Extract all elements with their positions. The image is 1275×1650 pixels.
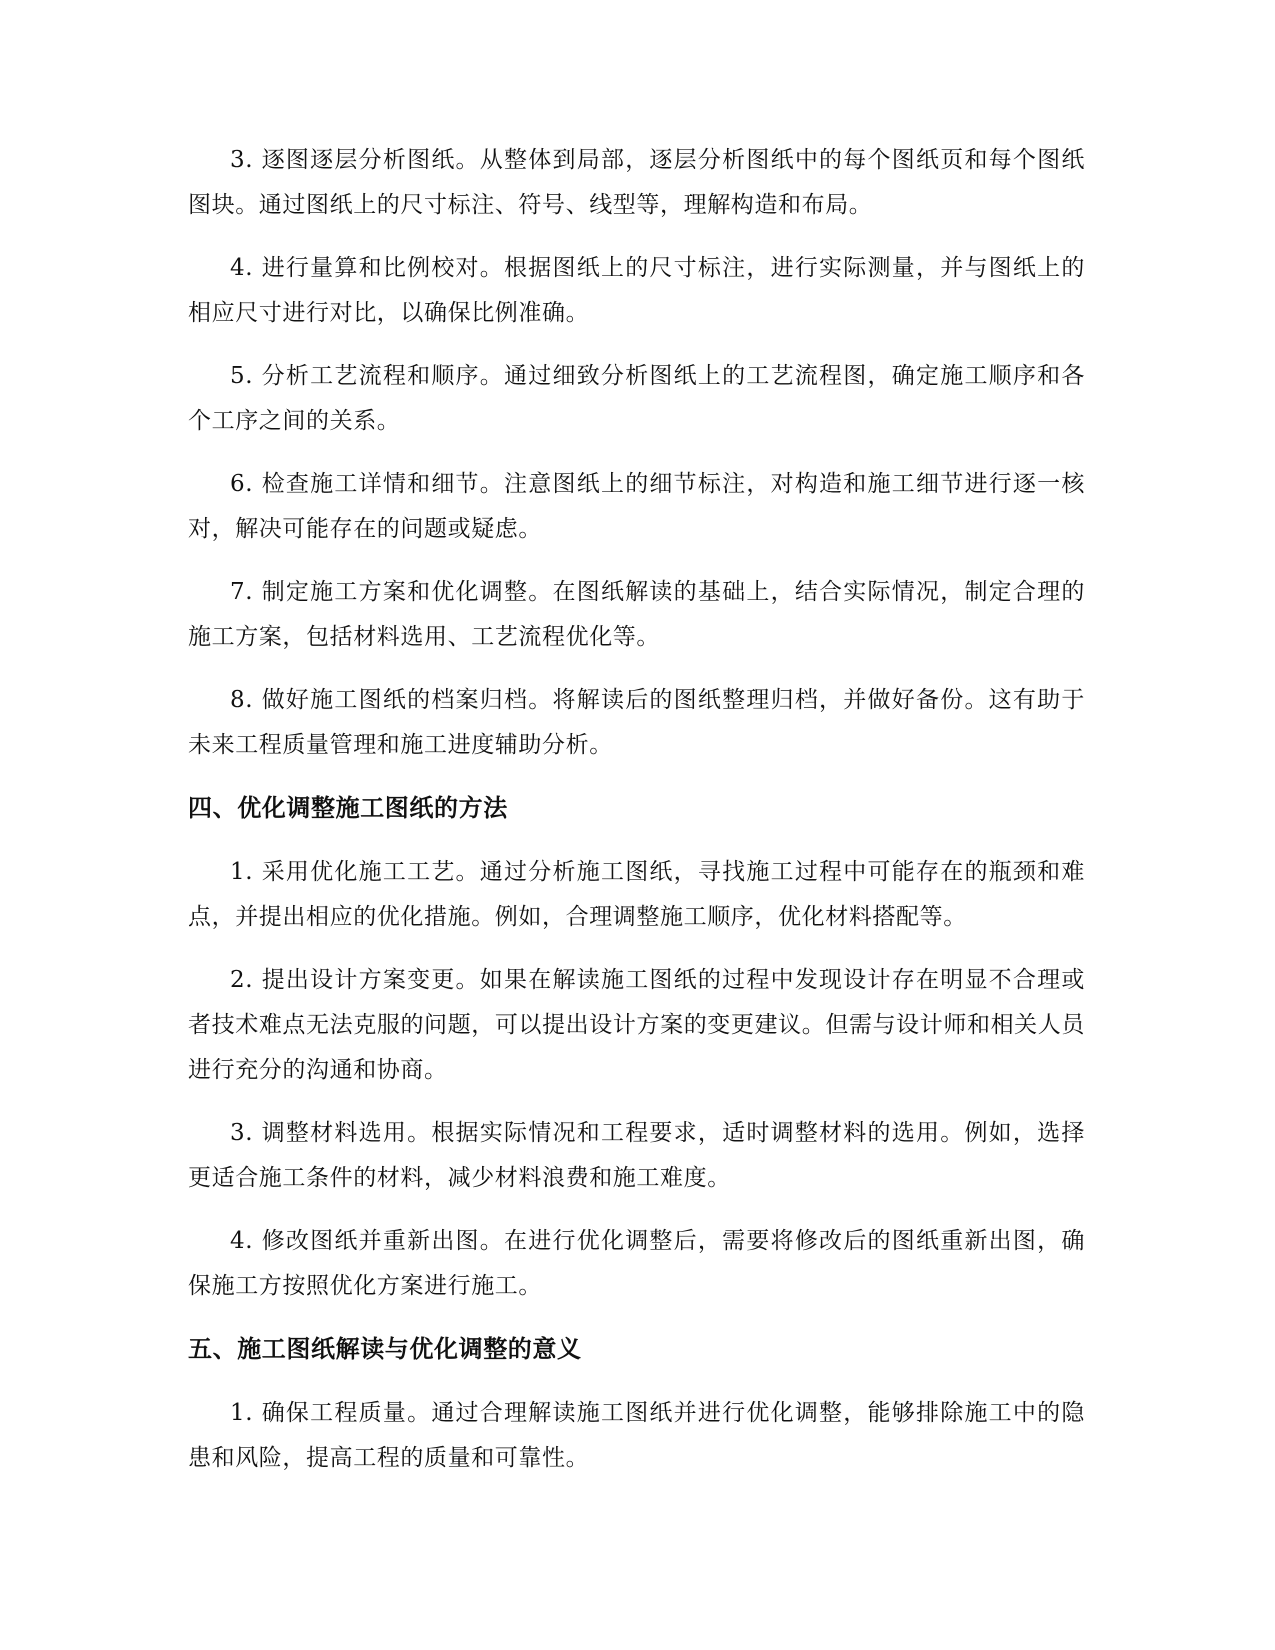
section4-item-4: 4. 修改图纸并重新出图。在进行优化调整后，需要将修改后的图纸重新出图，确保施工方按照优化方案进行施工。 xyxy=(188,1228,1085,1299)
document-page xyxy=(188,138,1085,1499)
section5-heading: 五、施工图纸解读与优化调整的意义 xyxy=(188,1335,582,1363)
section4-heading: 四、优化调整施工图纸的方法 xyxy=(188,794,508,822)
section3-item-8: 8. 做好施工图纸的档案归档。将解读后的图纸整理归档，并做好备份。这有助于未来工程质量管理和施工进度辅助分析。 xyxy=(188,687,1085,758)
section4-item-2: 2. 提出设计方案变更。如果在解读施工图纸的过程中发现设计存在明显不合理或者技术难点无法克服的问题，可以提出设计方案的变更建议。但需与设计师和相关人员进行充分的沟通和协商。 xyxy=(188,967,1085,1083)
section3-item-4: 4. 进行量算和比例校对。根据图纸上的尺寸标注，进行实际测量，并与图纸上的相应尺寸进行对比，以确保比例准确。 xyxy=(188,255,1085,326)
section5-item-1: 1. 确保工程质量。通过合理解读施工图纸并进行优化调整，能够排除施工中的隐患和风险，提高工程的质量和可靠性。 xyxy=(188,1400,1085,1471)
section3-item-3: 3. 逐图逐层分析图纸。从整体到局部，逐层分析图纸中的每个图纸页和每个图纸图块。通过图纸上的尺寸标注、符号、线型等，理解构造和布局。 xyxy=(188,147,1085,218)
section3-item-6: 6. 检查施工详情和细节。注意图纸上的细节标注，对构造和施工细节进行逐一核对，解决可能存在的问题或疑虑。 xyxy=(188,471,1085,542)
section4-item-1: 1. 采用优化施工工艺。通过分析施工图纸，寻找施工过程中可能存在的瓶颈和难点，并提出相应的优化措施。例如，合理调整施工顺序，优化材料搭配等。 xyxy=(188,859,1085,930)
section3-item-7: 7. 制定施工方案和优化调整。在图纸解读的基础上，结合实际情况，制定合理的施工方案，包括材料选用、工艺流程优化等。 xyxy=(188,579,1085,650)
section3-item-5: 5. 分析工艺流程和顺序。通过细致分析图纸上的工艺流程图，确定施工顺序和各个工序之间的关系。 xyxy=(188,363,1085,434)
section4-item-3: 3. 调整材料选用。根据实际情况和工程要求，适时调整材料的选用。例如，选择更适合施工条件的材料，减少材料浪费和施工难度。 xyxy=(188,1120,1085,1191)
